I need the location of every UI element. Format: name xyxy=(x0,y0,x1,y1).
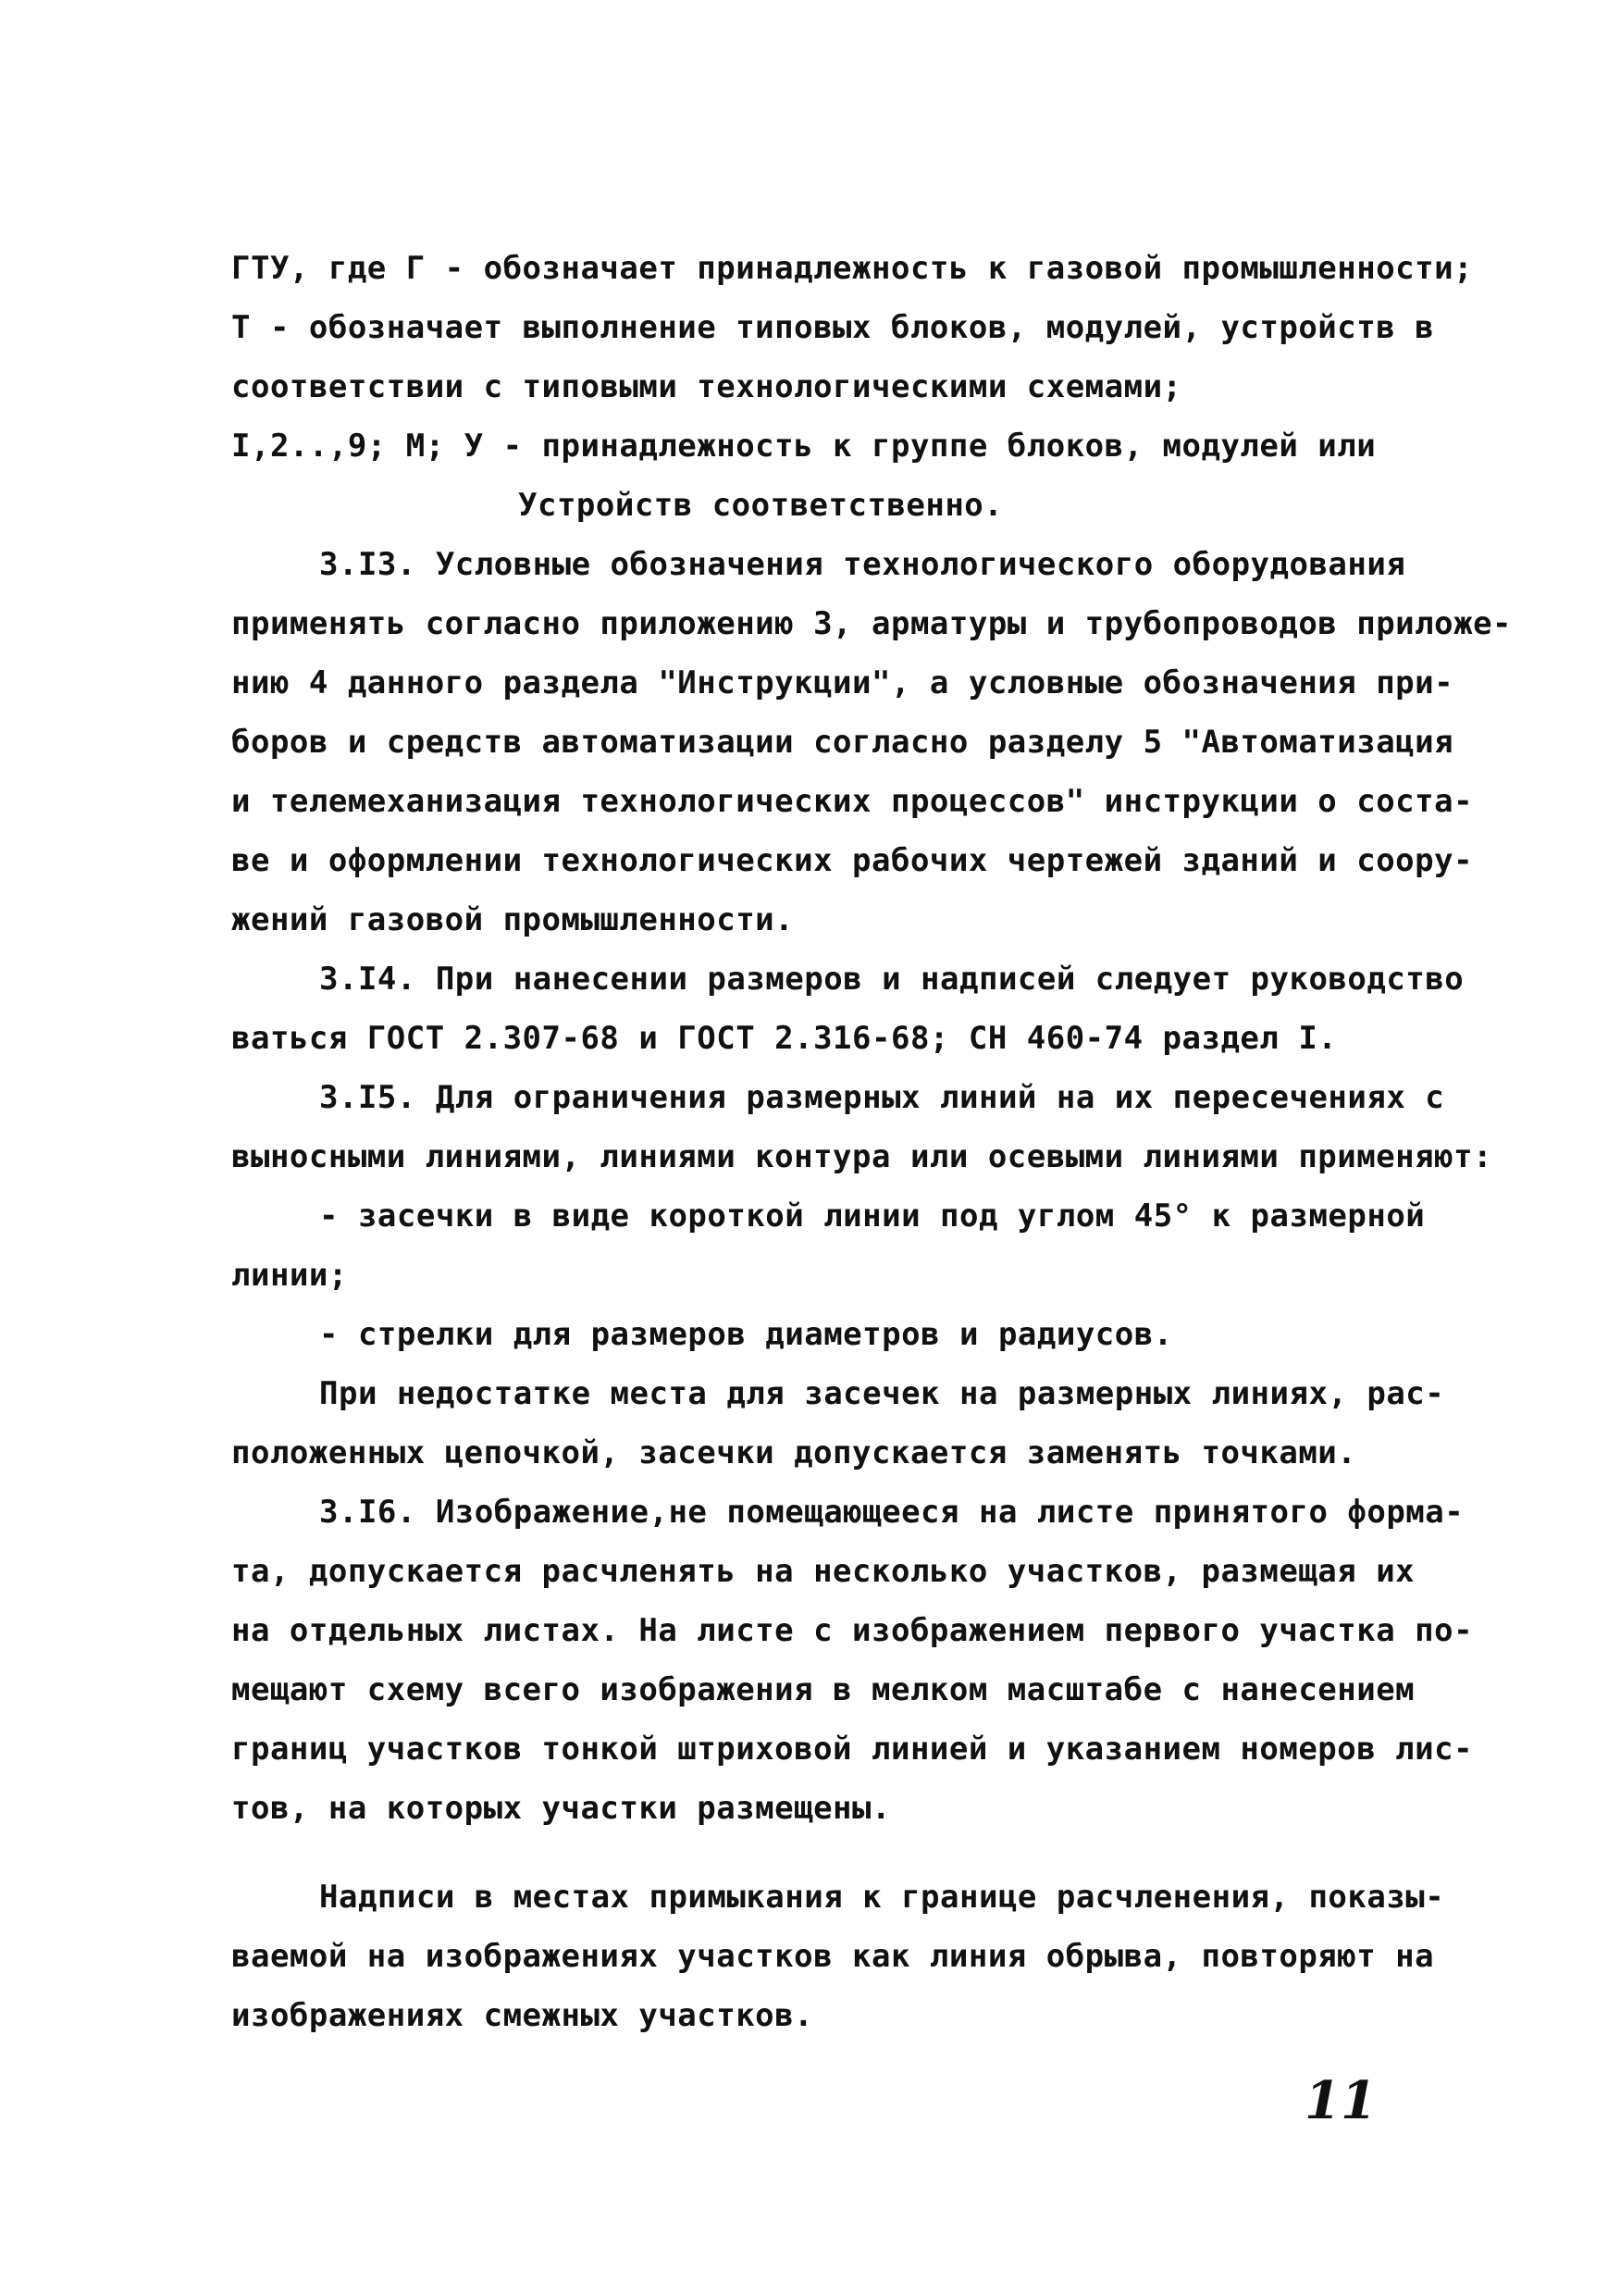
text-line: ваться ГОСТ 2.307-68 и ГОСТ 2.316-68; СН 460-74 раздел I. xyxy=(231,1020,1338,1057)
text-line: линии; xyxy=(231,1257,348,1294)
text-line: Надписи в местах примыкания к границе расчленения, показы- xyxy=(319,1879,1445,1916)
text-line: на отдельных листах. На листе с изображением первого участка по- xyxy=(231,1612,1474,1649)
text-line: Т - обозначает выполнение типовых блоков, модулей, устройств в xyxy=(231,309,1435,346)
text-line: выносными линиями, линиями контура или осевыми линиями применяют: xyxy=(231,1138,1493,1175)
text-line: границ участков тонкой штриховой линией и указанием номеров лис- xyxy=(231,1731,1474,1768)
list-item: - стрелки для размеров диаметров и радиусов. xyxy=(319,1316,1173,1353)
text-line: ГТУ, где Г - обозначает принадлежность к газовой промышленности; xyxy=(231,250,1474,287)
text-line: I,2..,9; М; У - принадлежность к группе блоков, модулей или xyxy=(231,428,1377,465)
page-number: 11 xyxy=(1305,2070,1377,2131)
text-line: соответствии с типовыми технологическими схемами; xyxy=(231,368,1182,405)
list-item: - засечки в виде короткой линии под углом 45° к размерной xyxy=(319,1198,1426,1235)
text-line: изображениях смежных участков. xyxy=(231,1997,814,2034)
text-line: нию 4 данного раздела "Инструкции", а условные обозначения при- xyxy=(231,664,1454,701)
text-line: При недостатке места для засечек на размерных линиях, рас- xyxy=(319,1375,1445,1412)
paragraph-3-16-heading: 3.I6. Изображение,не помещающееся на листе принятого форма- xyxy=(319,1494,1465,1531)
text-line: применять согласно приложению 3, арматуры и трубопроводов приложе- xyxy=(231,605,1513,642)
paragraph-3-14-heading: 3.I4. При нанесении размеров и надписей следует руководство xyxy=(319,961,1465,998)
text-line: боров и средств автоматизации согласно разделу 5 "Автоматизация xyxy=(231,724,1454,761)
paragraph-3-15-heading: 3.I5. Для ограничения размерных линий на их пересечениях с xyxy=(319,1079,1445,1116)
text-line: Устройств соответственно. xyxy=(518,487,1004,524)
paragraph-3-13-heading: 3.I3. Условные обозначения технологического оборудования xyxy=(319,546,1406,583)
text-line: и телемеханизация технологических процессов" инструкции о соста- xyxy=(231,783,1474,820)
text-line: та, допускается расчленять на несколько участков, размещая их xyxy=(231,1553,1416,1590)
text-line: ве и оформлении технологических рабочих чертежей зданий и соору- xyxy=(231,842,1474,879)
text-line: ваемой на изображениях участков как линия обрыва, повторяют на xyxy=(231,1938,1435,1975)
text-line: положенных цепочкой, засечки допускается заменять точками. xyxy=(231,1434,1357,1471)
text-line: тов, на которых участки размещены. xyxy=(231,1790,891,1827)
text-line: жений газовой промышленности. xyxy=(231,901,795,938)
text-line: мещают схему всего изображения в мелком масштабе с нанесением xyxy=(231,1671,1416,1708)
